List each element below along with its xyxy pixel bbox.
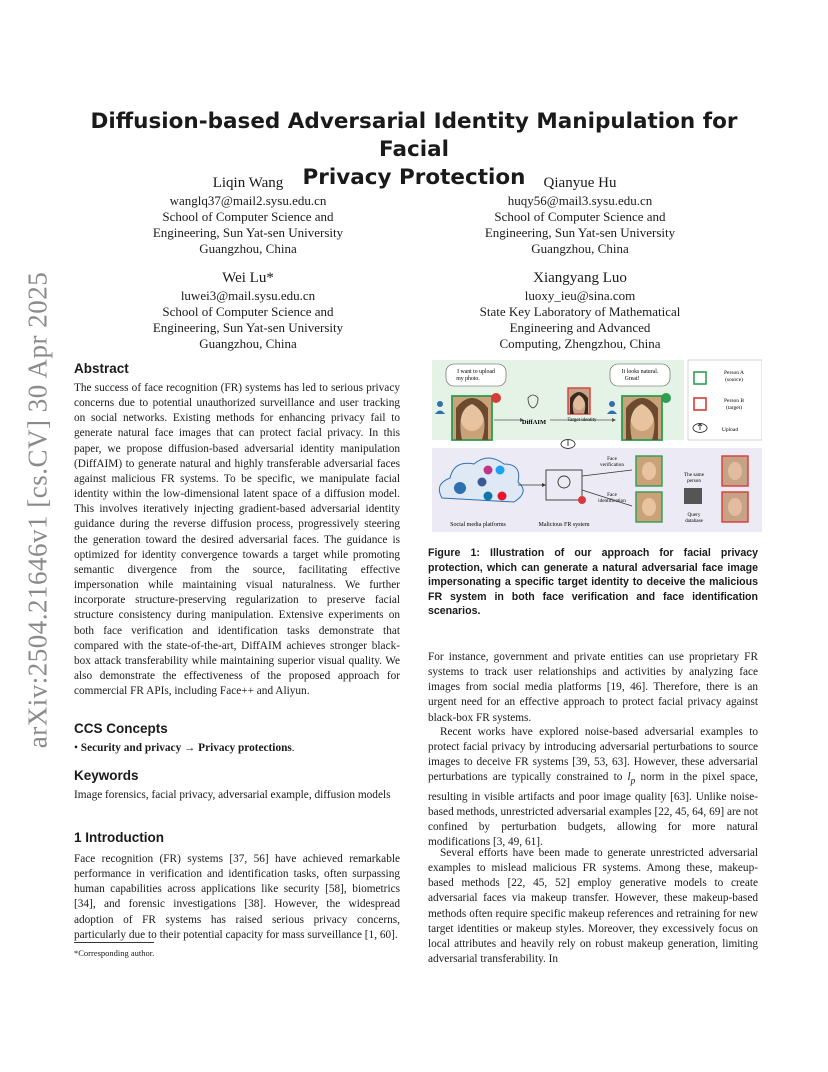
author-affiliation: School of Computer Science and	[162, 304, 334, 319]
svg-text:Faceidentification: Face identification	[598, 492, 626, 504]
right-paragraph-1: For instance, government and private entities can use proprietary FR systems to track user relationships and activities by analyzing face images from social media platforms [19, 46]. Therefore, there is an urgent need for an effective approach to protect facial privacy against black-box FR systems.	[428, 651, 758, 724]
keywords-heading: Keywords	[74, 768, 139, 783]
author-block-2	[460, 173, 700, 257]
author-email: huqy56@mail3.sysu.edu.cn	[507, 193, 653, 208]
lp-norm-symbol: l	[627, 771, 631, 784]
diffaim-label: DiffAIM	[521, 419, 547, 426]
footnote: *Corresponding author.	[74, 948, 155, 958]
author-affiliation: Engineering and Advanced	[509, 320, 651, 335]
author-name: Liqin Wang	[212, 175, 284, 191]
svg-text:It looks natural.Great!: It looks natural. Great!	[621, 369, 659, 382]
author-affiliation: State Key Laboratory of Mathematical	[479, 304, 681, 319]
legend-upload-label: Upload	[721, 427, 739, 433]
svg-text:I want to uploadmy photo.: I want to upload my photo.	[456, 369, 495, 382]
svg-text:Querydatabase: Query database	[685, 512, 703, 524]
figure-illustration	[432, 358, 762, 532]
svg-text:The sameperson: The same person	[683, 472, 705, 484]
database-icon	[684, 488, 702, 504]
linkedin-icon	[484, 492, 493, 501]
network-icon	[454, 482, 466, 494]
author-affiliation: Engineering, Sun Yat-sen University	[484, 225, 676, 240]
author-email: wanglq37@mail2.sysu.edu.cn	[169, 193, 327, 208]
author-affiliation: Guangzhou, China	[199, 336, 297, 351]
author-affiliation: Computing, Zhengzhou, China	[499, 336, 661, 351]
introduction-paragraph: Face recognition (FR) systems [37, 56] have achieved remarkable performance in verification and identification tasks, often surpassing human capabilities across applications like security [58], biometrics [34], and forensic investigations [38]. However, the widespread adoption of FR systems has raised serious privacy concerns, particularly due to their potential capacity for mass surveillance [1, 60].	[74, 853, 400, 941]
legend-source-label: Person A (source)	[723, 370, 745, 383]
shield-icon	[661, 393, 671, 403]
twitter-icon	[496, 466, 505, 475]
author-block-3	[128, 268, 368, 352]
malicious-fr-label: Malicious FR system	[538, 522, 590, 528]
introduction-heading: 1 Introduction	[74, 830, 164, 845]
title-line-1: Diffusion-based Adversarial Identity Manipulation for Facial	[90, 109, 738, 162]
arxiv-id: arXiv:2504.21646v1 [cs.CV] 30 Apr 2025	[22, 271, 53, 749]
author-email: luoxy_ieu@sina.com	[524, 288, 636, 303]
speech-bubble-1	[446, 364, 506, 386]
author-affiliation: School of Computer Science and	[162, 209, 334, 224]
speech-bubble-2	[610, 364, 670, 386]
ccs-concepts	[74, 741, 400, 756]
author-email: luwei3@mail.sysu.edu.cn	[180, 288, 316, 303]
keywords-text: Image forensics, facial privacy, adversarial example, diffusion models	[74, 789, 391, 801]
author-name: Xiangyang Luo	[533, 270, 627, 286]
facebook-icon	[478, 478, 487, 487]
target-identity-label: Target identity	[567, 418, 597, 423]
right-paragraph-3: Several efforts have been made to generate unrestricted adversarial examples to mislead malicious FR systems. Among these, makeup-based methods [22, 45, 52] employ generative models to create adversarial faces via makeup transfer. However, these makeup-based methods often require specific makeup references and retraining for new target identities or makeup styles. Moreover, they excessively focus on local attributes and heavily rely on robust makeup generation, limiting adversarial transferability. In	[428, 847, 758, 966]
legend-target-label: Person B (target)	[723, 398, 745, 411]
right-paragraph-2: Recent works have explored noise-based adversarial examples to protect facial privacy by introducing adversarial perturbations to source images to deceive FR systems [39, 53, 63]. However, these adversarial perturbations are typically constrained to $l_p$ norm in the pixel space, resulting in visible artifacts and poor image quality [63]. Unlike noise-based methods, unrestricted adversarial examples [22, 45, 64, 69] are not confined by perturbation budgets, allowing for more natural modifications [3, 49, 61].	[428, 726, 759, 849]
ccs-term: Privacy protections	[198, 742, 292, 754]
abstract-text: The success of face recognition (FR) systems has led to serious privacy concerns due to potential unauthorized surveillance and user tracking on social networks. Existing methods for enhancing privacy fail to generate natural face images that can protect facial privacy. In this paper, we propose diffusion-based adversarial identity manipulation (DiffAIM) to generate natural and highly transferable adversarial faces against malicious FR systems. To be specific, we manipulate facial identity within the low-dimensional latent space of a diffusion model. This involves iteratively injecting gradient-based adversarial identity guidance during the reverse diffusion process, progressively steering the generation toward the desired adversarial faces. The guidance is optimized for identity convergence towards a target while promoting semantic divergence from the source, facilitating effective impersonation while maintaining visual naturalness. We further incorporate structure-preserving regularization to preserve facial structure consistency during manipulation. Extensive experiments on both face verification and identification tasks demonstrate that compared with the state-of-the-art, DiffAIM achieves stronger black-box attack transferability while maintaining superior visual quality. We also demonstrate the effectiveness of the proposed approach for commercial FR APIs, including Face++ and Aliyun.	[74, 382, 400, 698]
title-line-2: Privacy Protection	[302, 165, 526, 190]
ccs-arrow: →	[184, 742, 196, 754]
author-affiliation: School of Computer Science and	[494, 209, 666, 224]
author-affiliation: Guangzhou, China	[531, 241, 629, 256]
instagram-icon	[484, 466, 493, 475]
weibo-icon	[498, 492, 507, 501]
ccs-bullet: •	[74, 742, 78, 754]
figure-caption: Figure 1: Illustration of our approach for facial privacy protection, which can generate a natural adversarial face image impersonating a specific target identity to deceive the malicious FR system in both face verification and face identification scenarios.	[428, 547, 758, 618]
ccs-period: .	[291, 742, 295, 754]
footnote-rule	[74, 942, 154, 943]
author-affiliation: Engineering, Sun Yat-sen University	[152, 320, 344, 335]
author-name: Wei Lu*	[222, 270, 274, 286]
svg-text:Faceverification: Face verification	[600, 456, 624, 468]
figure-1	[432, 358, 762, 532]
ccs-heading: CCS Concepts	[74, 721, 168, 736]
author-affiliation: Guangzhou, China	[199, 241, 297, 256]
social-media-label: Social media platforms	[450, 522, 506, 528]
author-name: Qianyue Hu	[543, 175, 617, 191]
arxiv-stamp	[16, 250, 60, 770]
upload-icon	[561, 440, 575, 449]
author-block-4	[450, 268, 710, 352]
warning-icon	[491, 393, 501, 403]
abstract-heading: Abstract	[74, 361, 129, 376]
alert-icon	[578, 496, 586, 504]
author-affiliation: Engineering, Sun Yat-sen University	[152, 225, 344, 240]
ccs-term: Security and privacy	[80, 742, 182, 754]
author-block-1	[128, 173, 368, 257]
